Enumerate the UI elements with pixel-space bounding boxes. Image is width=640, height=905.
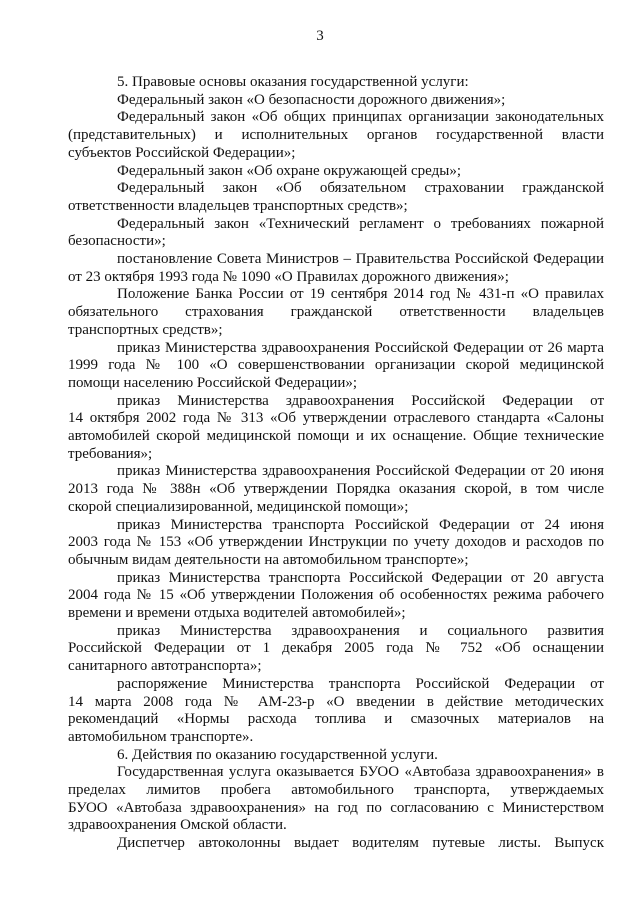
text-line: автомобильном транспорте».: [68, 728, 254, 745]
text-line: Диспетчер автоколонны выдает водителям путевые листы. Выпуск: [117, 835, 604, 852]
text-line: 2004 года № 15 «Об утверждении Положения об особенностях режима рабочего: [68, 587, 604, 604]
text-line: автомобилей скорой медицинской помощи и их оснащение. Общие технические: [68, 428, 604, 444]
text-line: постановление Совета Министров – Правительства Российской Федерации: [117, 251, 604, 267]
text-line: транспортных средств»;: [68, 321, 223, 338]
text-line: Российской Федерации от 1 декабря 2005 года № 752 «Об оснащении: [68, 640, 604, 657]
text-line: 2013 года № 388н «Об утверждении Порядка оказания скорой, в том числе: [68, 481, 604, 498]
text-line: приказ Министерства транспорта Российской Федерации от 24 июня: [117, 516, 604, 533]
text-line: рекомендаций «Нормы расхода топлива и смазочных материалов на: [68, 711, 604, 728]
text-line: распоряжение Министерства транспорта Российской Федерации от: [117, 675, 604, 692]
text-line: от 23 октября 1993 года № 1090 «О Правилах дорожного движения»;: [68, 268, 509, 285]
text-line: Федеральный закон «Об обязательном страховании гражданской: [117, 180, 604, 197]
page-number: 3: [316, 28, 324, 44]
text-line: Федеральный закон «О безопасности дорожного движения»;: [117, 91, 506, 108]
text-line: безопасности»;: [68, 233, 166, 250]
text-line: требования»;: [68, 445, 153, 462]
text-line: помощи населению Российской Федерации»;: [68, 374, 358, 391]
text-line: пределах лимитов пробега автомобильного транспорта, утверждаемых: [68, 782, 604, 798]
text-line: 6. Действия по оказанию государственной услуги.: [117, 746, 438, 763]
text-line: санитарного автотранспорта»;: [68, 658, 262, 675]
text-line: ответственности владельцев транспортных средств»;: [68, 197, 408, 214]
text-line: обычным видам деятельности на автомобильном транспорте»;: [68, 551, 469, 568]
text-line: БУОО «Автобаза здравоохранения» на год по согласованию с Министерством: [68, 799, 604, 816]
text-line: Федеральный закон «Об охране окружающей среды»;: [117, 162, 462, 179]
text-line: приказ Министерства здравоохранения Российской Федерации от 26 марта: [117, 339, 604, 356]
text-line: субъектов Российской Федерации»;: [68, 144, 296, 161]
text-line: Положение Банка России от 19 сентября 2014 год № 431-п «О правилах: [117, 286, 604, 303]
text-line: 1999 года № 100 «О совершенствовании организации скорой медицинской: [68, 357, 604, 374]
text-line: 5. Правовые основы оказания государственной услуги:: [117, 74, 469, 90]
text-line: скорой специализированной, медицинской помощи»;: [68, 498, 409, 515]
text-line: здравоохранения Омской области.: [68, 817, 287, 834]
text-line: приказ Министерства здравоохранения Российской Федерации от 20 июня: [117, 463, 604, 480]
text-line: 14 марта 2008 года № АМ-23-р «О введении в действие методических: [68, 693, 604, 710]
text-line: приказ Министерства здравоохранения Российской Федерации от: [117, 392, 604, 409]
text-line: Федеральный закон «Технический регламент о требованиях пожарной: [117, 215, 604, 232]
text-line: Федеральный закон «Об общих принципах организации законодательных: [117, 109, 604, 126]
text-line: (представительных) и исполнительных органов государственной власти: [68, 127, 604, 144]
text-line: 2003 года № 153 «Об утверждении Инструкции по учету доходов и расходов по: [68, 534, 604, 551]
text-line: 14 октября 2002 года № 313 «Об утверждении отраслевого стандарта «Салоны: [68, 410, 604, 427]
text-line: времени и времени отдыха водителей автомобилей»;: [68, 605, 406, 621]
text-line: Государственная услуга оказывается БУОО «Автобаза здравоохранения» в: [117, 764, 604, 781]
text-line: приказ Министерства здравоохранения и социального развития: [117, 622, 604, 639]
text-line: приказ Министерства транспорта Российской Федерации от 20 августа: [117, 569, 604, 586]
text-line: обязательного страхования гражданской ответственности владельцев: [68, 304, 604, 321]
